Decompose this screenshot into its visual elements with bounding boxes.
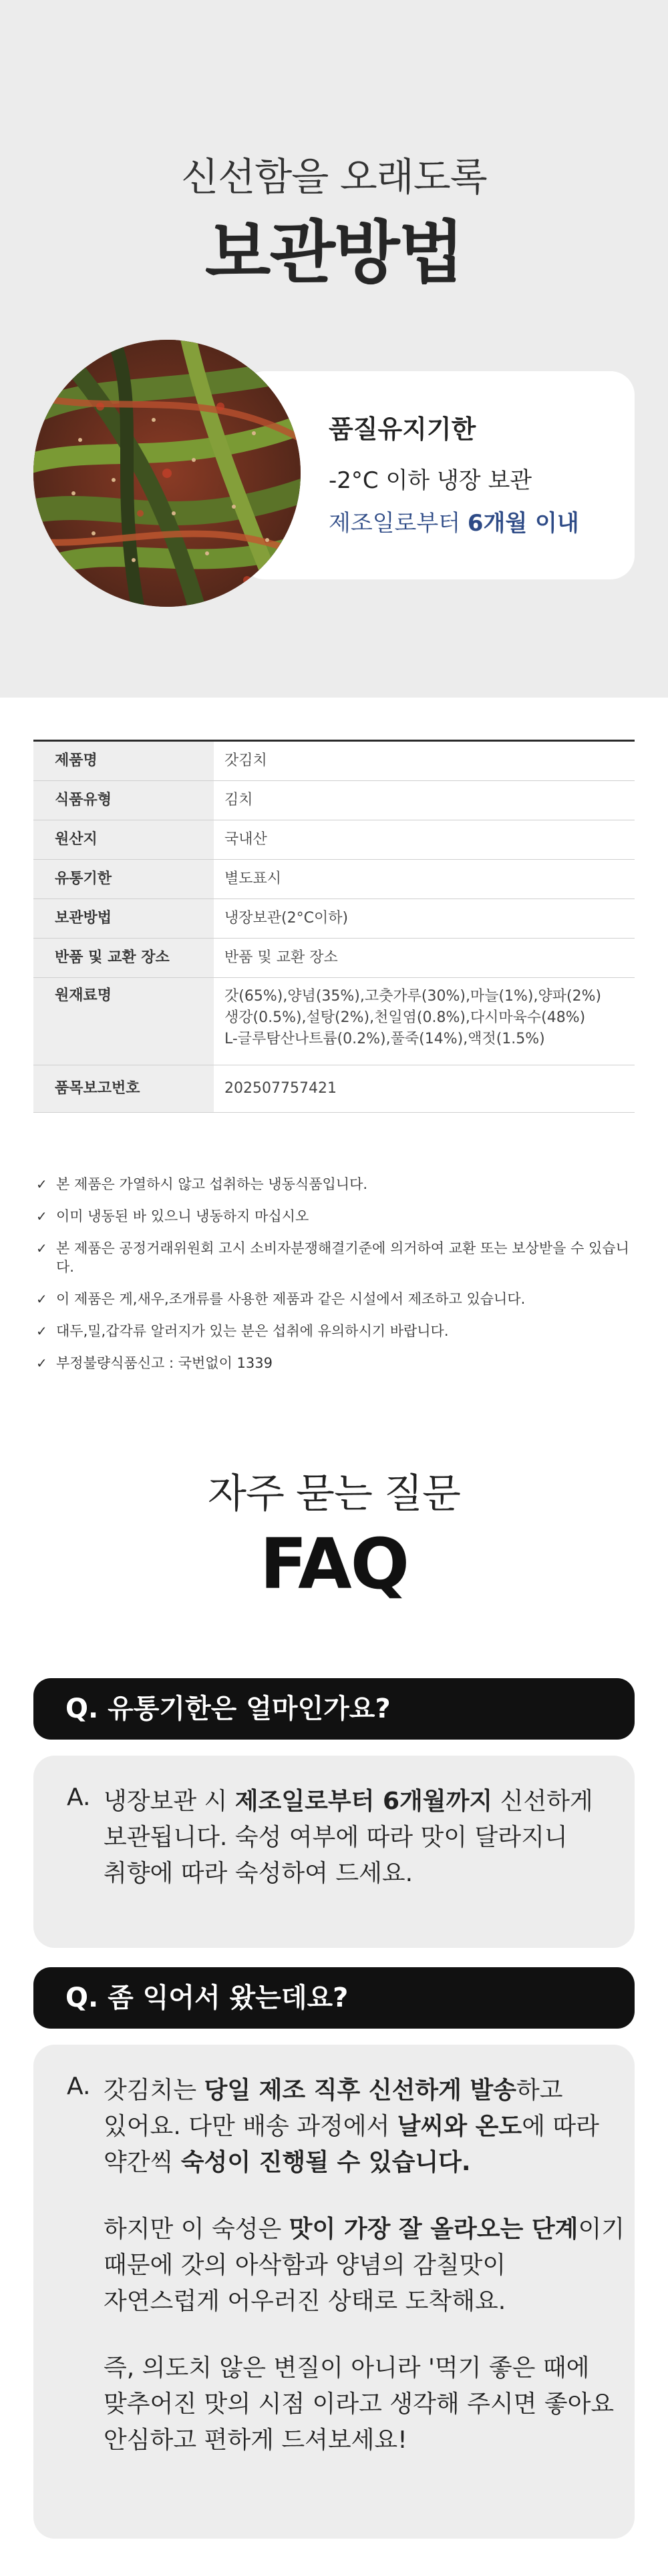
answer-segment: 약간씩 [104,2149,181,2176]
row-value: 반품 및 교환 장소 [224,949,338,966]
answer-text [104,2073,625,2459]
answer-text [104,1784,593,1892]
answer-emphasis: 제조일로부터 6개월까지 [234,1788,493,1815]
row-value: 국내산 [224,831,267,848]
answer-segment: 갓김치는 [104,2077,204,2104]
faq-answer-2 [33,2045,635,2539]
answer-segment: 하지만 이 숙성은 [104,2216,289,2243]
shelf-life-prefix: 제조일로부터 [329,510,468,537]
notice-text: 대두,밀,갑각류 알러지가 있는 분은 섭취에 유의하시기 바랍니다. [56,1323,449,1339]
notice-list [33,1175,635,1386]
row-value-ingredients [214,978,635,1065]
row-value: 김치 [224,792,253,808]
product-info-table [33,740,635,1113]
row-label: 반품 및 교환 장소 [33,939,214,978]
ingredients-line: L-글루탐산나트륨(0.2%),풀죽(14%),액젓(1.5%) [224,1031,545,1047]
check-icon: ✓ [36,1208,47,1224]
check-icon: ✓ [36,1291,47,1307]
answer-segment: 있어요. 다만 배송 과정에서 [104,2113,397,2140]
answer-line [104,1856,593,1892]
faq-title: FAQ [259,1523,408,1605]
table-row [33,1065,635,1113]
row-label: 원산지 [33,820,214,860]
answer-line [104,2212,625,2248]
notice-item [33,1207,635,1226]
check-icon: ✓ [36,1323,47,1339]
kimchi-illustration [33,340,301,607]
answer-emphasis: 숙성이 진행될 수 있습니다. [180,2149,471,2176]
answer-line [104,2386,625,2422]
answer-line [104,1820,593,1856]
answer-emphasis: 당일 제조 직후 신선하게 발송 [204,2077,517,2104]
answer-mark: A. [67,1784,91,1811]
notice-item [33,1354,635,1372]
table-row [33,781,635,820]
notice-text: 부정불량식품신고 : 국번없이 1339 [56,1355,273,1371]
answer-segment: 자연스럽게 어우러진 상태로 도착해요. [104,2288,506,2315]
row-label: 유통기한 [33,860,214,899]
storage-temperature: -2°C 이하 냉장 보관 [329,467,532,494]
row-label: 보관방법 [33,899,214,939]
row-value: 202507757421 [224,1080,337,1097]
table-row [33,860,635,899]
answer-segment: 이기 [578,2216,625,2243]
answer-mark: A. [67,2073,91,2100]
answer-line [104,2073,625,2109]
table-row [33,820,635,860]
answer-line [104,2350,625,2386]
ingredients-line: 갓(65%),양념(35%),고춧가루(30%),마늘(1%),양파(2%) [224,988,602,1005]
ingredients-line: 생강(0.5%),설탕(2%),천일염(0.8%),다시마육수(48%) [224,1009,586,1026]
answer-line [104,2422,625,2459]
faq-question-1: Q. 유통기한은 얼마인가요? [33,1678,635,1740]
faq-question-2: Q. 좀 익어서 왔는데요? [33,1967,635,2029]
table-row [33,741,635,781]
answer-emphasis: 날씨와 온도 [397,2113,522,2140]
answer-emphasis: 맛이 가장 잘 올라오는 단계 [289,2216,578,2243]
notice-item [33,1290,635,1308]
check-icon: ✓ [36,1176,47,1192]
answer-segment: 맞추어진 맛의 시점 이라고 생각해 주시면 좋아요 [104,2390,615,2418]
answer-segment: 즉, 의도치 않은 변질이 아니라 '먹기 좋은 때에 [104,2354,590,2382]
answer-line [104,2248,625,2284]
storage-section [0,0,668,698]
answer-segment: 냉장보관 시 [104,1788,235,1815]
answer-segment: 때문에 갓의 아삭함과 양념의 감칠맛이 [104,2252,506,2279]
row-label: 제품명 [33,741,214,781]
answer-line [104,2109,625,2145]
row-value: 냉장보관(2°C이하) [224,910,349,927]
notice-text: 본 제품은 공정거래위원회 고시 소비자분쟁해결기준에 의거하여 교환 또는 보상받을 수 있습니다. [56,1240,629,1275]
row-label: 품목보고번호 [33,1065,214,1113]
answer-segment: 하고 [516,2077,563,2104]
storage-subtitle: 신선함을 오래도록 [181,154,487,200]
check-icon: ✓ [36,1355,47,1371]
notice-text: 이 제품은 게,새우,조개류를 사용한 제품과 같은 시설에서 제조하고 있습니다. [56,1291,526,1307]
row-label: 원재료명 [33,978,214,1065]
table-row [33,939,635,978]
notice-item [33,1175,635,1194]
answer-segment: 취향에 따라 숙성하여 드세요. [104,1860,413,1887]
answer-segment: 보관됩니다. 숙성 여부에 따라 맛이 달라지니 [104,1824,568,1851]
check-icon: ✓ [36,1240,47,1256]
quality-period-label: 품질유지기한 [329,415,476,444]
answer-segment: 에 따라 [522,2113,599,2140]
notice-item [33,1322,635,1340]
kimchi-photo [33,340,301,607]
row-value: 갓김치 [224,752,267,769]
row-label: 식품유형 [33,781,214,820]
notice-text: 이미 냉동된 바 있으니 냉동하지 마십시오 [56,1208,309,1224]
answer-segment: 안심하고 편하게 드셔보세요! [104,2426,407,2454]
answer-segment: 신선하게 [492,1788,593,1815]
paragraph-gap [104,2181,625,2212]
shelf-life-text [329,505,579,537]
notice-text: 본 제품은 가열하시 않고 섭취하는 냉동식품입니다. [56,1176,368,1192]
storage-title: 보관방법 [204,214,464,293]
faq-answer-1 [33,1756,635,1948]
table-row [33,899,635,939]
paragraph-gap [104,2320,625,2350]
answer-line [104,2284,625,2320]
notice-item [33,1239,635,1276]
answer-line [104,2145,625,2181]
table-row [33,978,635,1065]
answer-line [104,1784,593,1820]
row-value: 별도표시 [224,870,282,887]
faq-subtitle: 자주 묻는 질문 [208,1471,460,1517]
shelf-life-bold: 6개월 이내 [467,510,579,537]
